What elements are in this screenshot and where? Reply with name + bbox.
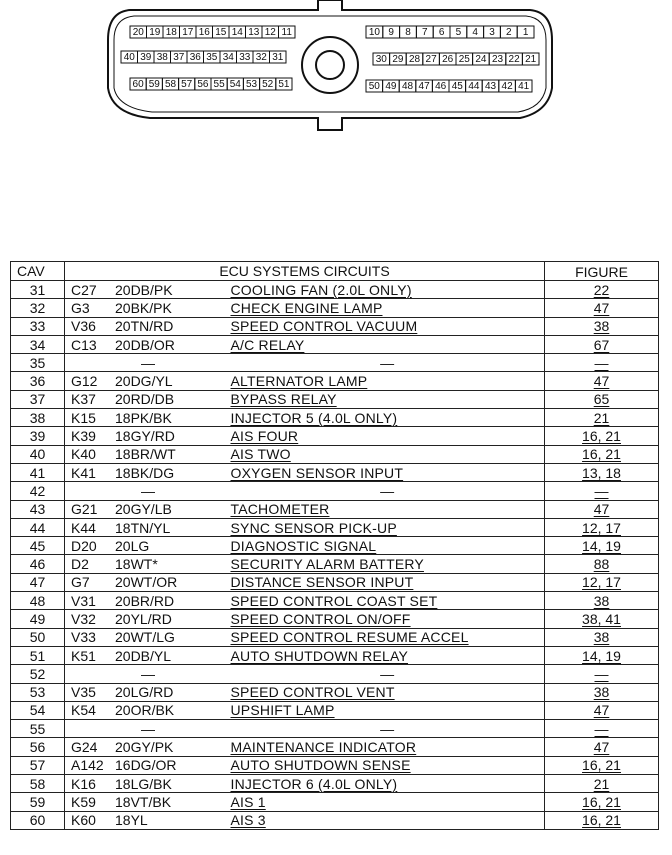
wire-color: 20LG/RD [115, 684, 174, 701]
figure-cell: 88 [545, 555, 659, 573]
connector-pin-number: 56 [197, 79, 209, 90]
wire-color: 20LG [115, 537, 150, 554]
connector-pin-number: 31 [272, 52, 284, 63]
table-row [11, 811, 659, 829]
connector-pin-number: 16 [198, 27, 210, 38]
wire-cell [65, 390, 225, 408]
circuit-description: AUTO SHUTDOWN RELAY [225, 646, 545, 664]
figure-cell: 12, 17 [545, 518, 659, 536]
wire-color: 18GY/RD [115, 428, 175, 445]
connector-pin-number: 26 [442, 54, 454, 65]
connector-pin-number: 22 [508, 54, 520, 65]
cav-cell: 51 [11, 646, 65, 664]
cav-cell: 42 [11, 482, 65, 500]
wire-cell [65, 500, 225, 518]
circuit-description: COOLING FAN (2.0L ONLY) [225, 281, 545, 299]
table-row [11, 317, 659, 335]
figure-cell: 16, 21 [545, 793, 659, 811]
figure-cell: 67 [545, 335, 659, 353]
wire-cell [65, 665, 225, 683]
circuit-description: MAINTENANCE INDICATOR [225, 738, 545, 756]
cav-cell: 33 [11, 317, 65, 335]
wire-color: 20OR/BK [115, 702, 175, 719]
cav-cell: 47 [11, 573, 65, 591]
connector-pin-number: 58 [164, 79, 177, 90]
connector-pin-number: 60 [132, 79, 144, 90]
connector-pin-number: 39 [140, 52, 152, 63]
circuit-code: K59 [71, 793, 96, 810]
ecu-circuits-table [10, 261, 659, 830]
circuit-description: DISTANCE SENSOR INPUT [225, 573, 545, 591]
figure-cell: 38 [545, 683, 659, 701]
connector-pin-number: 44 [468, 81, 480, 92]
table-row [11, 500, 659, 518]
cav-cell: 41 [11, 463, 65, 481]
cav-cell: 36 [11, 372, 65, 390]
connector-pin-number: 43 [484, 81, 497, 92]
table-row [11, 646, 659, 664]
wire-cell [65, 701, 225, 719]
wire-cell [65, 720, 225, 738]
connector-pin-number: 33 [239, 52, 251, 63]
wire-color: 18YL [115, 812, 148, 829]
circuit-description: SECURITY ALARM BATTERY [225, 555, 545, 573]
connector-pin-number: 55 [213, 79, 225, 90]
circuit-code: K51 [71, 647, 96, 664]
cav-cell: 31 [11, 281, 65, 299]
connector-pin-number: 45 [451, 81, 463, 92]
connector-pin-number: 35 [206, 52, 218, 63]
wire-color: — [141, 665, 155, 682]
cav-cell: 57 [11, 756, 65, 774]
connector-pin-number: 51 [278, 79, 290, 90]
figure-cell: 65 [545, 390, 659, 408]
figure-cell: 38, 41 [545, 610, 659, 628]
cav-cell: 46 [11, 555, 65, 573]
figure-cell: 22 [545, 281, 659, 299]
wire-cell [65, 409, 225, 427]
connector-pin-number: 5 [455, 27, 462, 38]
circuit-description: SPEED CONTROL RESUME ACCEL [225, 628, 545, 646]
circuit-description: AIS TWO [225, 445, 545, 463]
circuit-code: K54 [71, 702, 96, 719]
connector-pin-number: 32 [255, 52, 267, 63]
connector-pin-number: 38 [156, 52, 168, 63]
circuit-code: V35 [71, 684, 96, 701]
table-row [11, 354, 659, 372]
wire-color: 20BK/PK [115, 299, 172, 316]
wire-color: 20WT/OR [115, 574, 178, 591]
connector-pin-number: 3 [489, 27, 495, 38]
table-row [11, 409, 659, 427]
circuit-description: BYPASS RELAY [225, 390, 545, 408]
connector-pin-number: 50 [368, 81, 380, 92]
table-row [11, 628, 659, 646]
figure-cell: 38 [545, 317, 659, 335]
table-row [11, 482, 659, 500]
circuit-code: G24 [71, 739, 98, 756]
wire-color: — [141, 482, 155, 499]
table-header-row [11, 262, 659, 281]
circuit-description: SPEED CONTROL ON/OFF [225, 610, 545, 628]
wire-color: 20GY/LB [115, 501, 172, 518]
connector-pin-number: 28 [408, 54, 421, 65]
table-row [11, 463, 659, 481]
connector-pin-number: 19 [149, 27, 161, 38]
cav-cell: 50 [11, 628, 65, 646]
connector-pin-number: 46 [435, 81, 447, 92]
cav-cell: 40 [11, 445, 65, 463]
cav-cell: 48 [11, 592, 65, 610]
connector-pin-number: 18 [165, 27, 177, 38]
cav-cell: 38 [11, 409, 65, 427]
connector-pin-number: 41 [518, 81, 530, 92]
wire-color: 20YL/RD [115, 610, 172, 627]
connector-pin-number: 15 [215, 27, 227, 38]
table-row [11, 775, 659, 793]
wire-cell [65, 793, 225, 811]
circuit-code: K39 [71, 428, 96, 445]
figure-cell: — [545, 482, 659, 500]
circuit-code: K40 [71, 446, 96, 463]
table-row [11, 793, 659, 811]
wire-cell [65, 317, 225, 335]
figure-cell: 47 [545, 701, 659, 719]
connector-bolt-inner [316, 51, 344, 79]
header-cav: CAV [11, 262, 65, 281]
figure-cell: 47 [545, 500, 659, 518]
connector-pin-number: 59 [148, 79, 160, 90]
connector-pin-number: 7 [422, 27, 428, 38]
wire-color: 18BR/WT [115, 446, 176, 463]
wire-cell [65, 646, 225, 664]
circuit-description: INJECTOR 6 (4.0L ONLY) [225, 775, 545, 793]
connector-pin-number: 25 [458, 54, 470, 65]
header-title: ECU SYSTEMS CIRCUITS [65, 262, 545, 281]
figure-cell: 13, 18 [545, 463, 659, 481]
cav-cell: 52 [11, 665, 65, 683]
ecu-connector-diagram [0, 0, 672, 160]
cav-cell: 43 [11, 500, 65, 518]
circuit-code: D20 [71, 537, 97, 554]
cav-cell: 53 [11, 683, 65, 701]
connector-pin-number: 6 [438, 27, 445, 38]
circuit-description: CHECK ENGINE LAMP [225, 299, 545, 317]
connector-pin-number: 9 [388, 27, 394, 38]
wire-cell [65, 555, 225, 573]
connector-pin-number: 14 [231, 27, 243, 38]
wire-cell [65, 281, 225, 299]
table-row [11, 537, 659, 555]
circuit-code: V36 [71, 318, 96, 335]
wire-color: 20RD/DB [115, 391, 175, 408]
connector-pin-number: 49 [385, 81, 397, 92]
wire-cell [65, 299, 225, 317]
circuit-description: — [225, 720, 545, 738]
wire-cell [65, 610, 225, 628]
connector-pin-number: 34 [222, 52, 234, 63]
circuit-code: A142 [71, 757, 104, 774]
figure-cell: 21 [545, 775, 659, 793]
circuit-code: G7 [71, 574, 90, 591]
connector-pin-number: 12 [264, 27, 276, 38]
table-row [11, 592, 659, 610]
circuit-code: G3 [71, 299, 90, 316]
figure-cell: 14, 19 [545, 646, 659, 664]
connector-pin-number: 8 [405, 27, 411, 38]
wire-cell [65, 738, 225, 756]
table-row [11, 610, 659, 628]
connector-pin-number: 24 [475, 54, 487, 65]
circuit-code: C13 [71, 336, 97, 353]
wire-color: — [141, 354, 155, 371]
circuit-description: ALTERNATOR LAMP [225, 372, 545, 390]
circuit-code: V33 [71, 629, 96, 646]
table-row [11, 372, 659, 390]
connector-bolt-outer [302, 37, 358, 93]
cav-cell: 37 [11, 390, 65, 408]
connector-pin-number: 4 [472, 27, 478, 38]
wire-color: 18TN/YL [115, 519, 171, 536]
wire-cell [65, 463, 225, 481]
figure-cell: 38 [545, 628, 659, 646]
wire-color: 20GY/PK [115, 739, 174, 756]
table-row [11, 555, 659, 573]
circuit-description: — [225, 354, 545, 372]
connector-pin-number: 40 [123, 52, 135, 63]
circuit-code: K37 [71, 391, 96, 408]
cav-cell: 56 [11, 738, 65, 756]
circuit-code: V31 [71, 592, 96, 609]
wire-cell [65, 592, 225, 610]
wire-cell [65, 573, 225, 591]
wire-color: 18WT* [115, 556, 158, 573]
connector-pin-number: 21 [525, 54, 537, 65]
wire-cell [65, 427, 225, 445]
wire-cell [65, 683, 225, 701]
table-row [11, 573, 659, 591]
figure-cell: 16, 21 [545, 445, 659, 463]
wire-color: 20TN/RD [115, 318, 174, 335]
figure-cell: 47 [545, 299, 659, 317]
figure-cell: 47 [545, 372, 659, 390]
wire-cell [65, 811, 225, 829]
table-row [11, 518, 659, 536]
connector-pin-number: 20 [132, 27, 144, 38]
connector-pin-number: 54 [229, 79, 241, 90]
table-row [11, 390, 659, 408]
circuit-description: SPEED CONTROL COAST SET [225, 592, 545, 610]
circuit-code: G12 [71, 373, 98, 390]
wire-color: 20DB/PK [115, 281, 173, 298]
table-row [11, 299, 659, 317]
cav-cell: 39 [11, 427, 65, 445]
table-row [11, 756, 659, 774]
connector-pin-number: 47 [418, 81, 430, 92]
circuit-code: D2 [71, 556, 89, 573]
circuit-description: AIS 1 [225, 793, 545, 811]
wire-cell [65, 482, 225, 500]
table-row [11, 445, 659, 463]
cav-cell: 45 [11, 537, 65, 555]
wire-color: 18BK/DG [115, 464, 175, 481]
cav-cell: 55 [11, 720, 65, 738]
wire-color: 20DB/YL [115, 647, 172, 664]
figure-cell: 38 [545, 592, 659, 610]
cav-cell: 35 [11, 354, 65, 372]
wire-cell [65, 354, 225, 372]
circuit-description: AUTO SHUTDOWN SENSE [225, 756, 545, 774]
connector-pin-number: 52 [262, 79, 274, 90]
connector-pin-number: 30 [375, 54, 387, 65]
figure-cell: 16, 21 [545, 427, 659, 445]
table-row [11, 683, 659, 701]
figure-cell: 16, 21 [545, 811, 659, 829]
circuit-code: K15 [71, 409, 96, 426]
wire-cell [65, 372, 225, 390]
cav-cell: 59 [11, 793, 65, 811]
table-row [11, 281, 659, 299]
table-row [11, 427, 659, 445]
circuit-description: SPEED CONTROL VACUUM [225, 317, 545, 335]
circuit-description: — [225, 665, 545, 683]
connector-pin-number: 36 [189, 52, 201, 63]
connector-pin-number: 48 [401, 81, 414, 92]
table-row [11, 701, 659, 719]
circuit-code: K44 [71, 519, 96, 536]
cav-cell: 60 [11, 811, 65, 829]
circuit-description: AIS FOUR [225, 427, 545, 445]
circuit-code: G21 [71, 501, 98, 518]
wire-color: 18LG/BK [115, 775, 172, 792]
circuit-description: TACHOMETER [225, 500, 545, 518]
connector-pin-number: 1 [522, 27, 529, 38]
connector-pin-number: 13 [248, 27, 260, 38]
connector-pin-number: 10 [368, 27, 380, 38]
circuit-description: OXYGEN SENSOR INPUT [225, 463, 545, 481]
connector-pin-number: 29 [392, 54, 404, 65]
connector-pin-number: 23 [491, 54, 504, 65]
table-row [11, 665, 659, 683]
circuit-description: A/C RELAY [225, 335, 545, 353]
circuit-description: SPEED CONTROL VENT [225, 683, 545, 701]
wire-cell [65, 335, 225, 353]
table-row [11, 720, 659, 738]
circuit-description: AIS 3 [225, 811, 545, 829]
figure-cell: — [545, 354, 659, 372]
wire-color: 20BR/RD [115, 592, 175, 609]
wire-color: 20DB/OR [115, 336, 175, 353]
circuit-description: DIAGNOSTIC SIGNAL [225, 537, 545, 555]
wire-cell [65, 756, 225, 774]
table-row [11, 335, 659, 353]
connector-pin-number: 2 [506, 27, 512, 38]
wire-color: 20WT/LG [115, 629, 175, 646]
wire-cell [65, 445, 225, 463]
wire-cell [65, 518, 225, 536]
connector-pin-number: 11 [281, 27, 292, 38]
wire-color: 18PK/BK [115, 409, 172, 426]
cav-cell: 34 [11, 335, 65, 353]
wire-cell [65, 628, 225, 646]
cav-cell: 49 [11, 610, 65, 628]
header-figure: FIGURE [545, 262, 659, 281]
connector-pin-number: 27 [425, 54, 437, 65]
figure-cell: 47 [545, 738, 659, 756]
circuit-code: K41 [71, 464, 96, 481]
figure-cell: 12, 17 [545, 573, 659, 591]
circuit-description: INJECTOR 5 (4.0L ONLY) [225, 409, 545, 427]
wire-cell [65, 537, 225, 555]
circuit-code: K60 [71, 812, 96, 829]
cav-cell: 54 [11, 701, 65, 719]
connector-pin-number: 42 [501, 81, 513, 92]
figure-cell: — [545, 665, 659, 683]
connector-pin-number: 53 [245, 79, 258, 90]
figure-cell: 16, 21 [545, 756, 659, 774]
circuit-description: SYNC SENSOR PICK-UP [225, 518, 545, 536]
circuit-description: — [225, 482, 545, 500]
wire-cell [65, 775, 225, 793]
circuit-code: C27 [71, 281, 97, 298]
wire-color: 18VT/BK [115, 793, 172, 810]
circuit-description: UPSHIFT LAMP [225, 701, 545, 719]
circuit-code: K16 [71, 775, 96, 792]
connector-pin-number: 37 [173, 52, 185, 63]
wire-color: 16DG/OR [115, 757, 177, 774]
connector-pin-number: 17 [182, 27, 194, 38]
cav-cell: 44 [11, 518, 65, 536]
cav-cell: 32 [11, 299, 65, 317]
figure-cell: 14, 19 [545, 537, 659, 555]
figure-cell: — [545, 720, 659, 738]
table-row [11, 738, 659, 756]
cav-cell: 58 [11, 775, 65, 793]
figure-cell: 21 [545, 409, 659, 427]
wire-color: 20DG/YL [115, 373, 173, 390]
circuit-code: V32 [71, 610, 96, 627]
wire-color: — [141, 720, 155, 737]
connector-pin-number: 57 [181, 79, 193, 90]
